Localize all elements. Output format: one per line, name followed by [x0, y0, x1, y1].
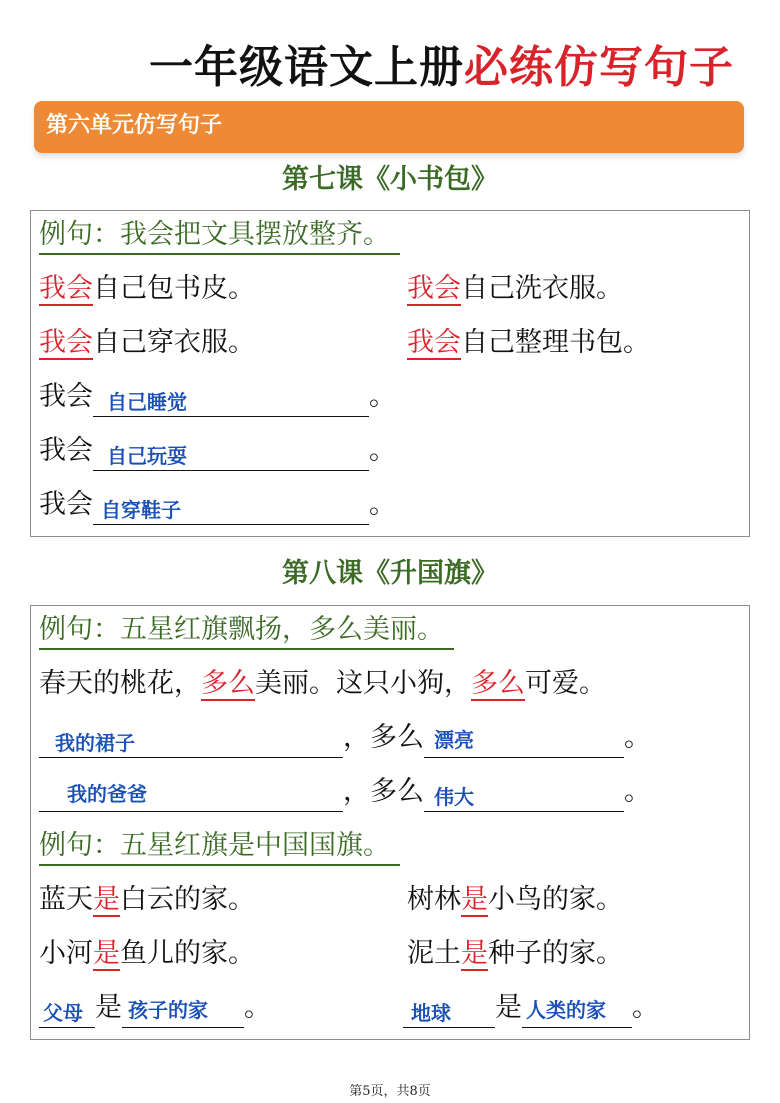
lesson8-fill-row [39, 772, 651, 812]
lesson7-row [39, 323, 255, 363]
sentence-part: 树林 [407, 884, 461, 915]
title-black-part: 一年级语文上册 [149, 42, 464, 93]
lesson7-row [407, 269, 623, 309]
red-marker: 多么 [471, 668, 525, 699]
lesson7-fill-row [39, 377, 396, 417]
red-marker: 我会 [39, 273, 93, 304]
answer-blank[interactable] [403, 993, 495, 1028]
sentence-part: 种子的家。 [488, 938, 623, 969]
red-marker: 我会 [407, 327, 461, 358]
sentence-part: ，多么 [343, 722, 424, 753]
sentence-part: 泥土 [407, 938, 461, 969]
lesson7-row [407, 323, 650, 363]
answer-text: 漂亮 [434, 728, 474, 752]
lesson8-row [39, 880, 255, 920]
unit-title: 第六单元仿写句子 [46, 113, 223, 138]
answer-text: 地球 [411, 1001, 451, 1025]
answer-blank[interactable] [424, 777, 624, 812]
answer-text: 我的裙子 [55, 731, 135, 755]
lesson8-sentence [39, 664, 606, 704]
lesson8-example-2: 例句：五星红旗是中国国旗。 [39, 828, 400, 866]
answer-blank[interactable] [122, 993, 244, 1028]
sentence-part: 白云的家。 [120, 884, 255, 915]
row-text: 自己整理书包。 [461, 327, 650, 358]
lesson7-fill-row [39, 485, 396, 525]
answer-blank[interactable] [424, 723, 624, 758]
period: 。 [244, 992, 271, 1023]
period: 。 [369, 489, 396, 520]
answer-text: 伟大 [434, 785, 474, 809]
red-marker: 多么 [201, 668, 255, 699]
lesson8-row [407, 880, 623, 920]
lesson8-fill-row [39, 988, 271, 1028]
answer-blank[interactable] [93, 382, 369, 417]
fill-prefix: 我会 [39, 381, 93, 412]
lesson8-title: 第八课《升国旗》 [282, 558, 498, 589]
red-marker: 我会 [39, 327, 93, 358]
answer-text: 父母 [43, 1001, 83, 1025]
period: 。 [369, 435, 396, 466]
answer-text: 自己睡觉 [107, 390, 187, 414]
sentence-part: 春天的桃花， [39, 668, 201, 699]
sentence-part: 是 [495, 992, 522, 1023]
answer-blank[interactable] [39, 723, 343, 758]
lesson7-fill-row [39, 431, 396, 471]
lesson8-example-1: 例句：五星红旗飘扬，多么美丽。 [39, 612, 454, 650]
answer-text: 自己玩耍 [107, 444, 187, 468]
sentence-part: 小鸟的家。 [488, 884, 623, 915]
lesson8-fill-row [403, 988, 659, 1028]
answer-blank[interactable] [93, 436, 369, 471]
red-marker: 我会 [407, 273, 461, 304]
period: 。 [632, 992, 659, 1023]
page-number: 第5页，共8页 [349, 1084, 431, 1099]
lesson8-box [30, 605, 750, 1040]
answer-text: 自穿鞋子 [101, 498, 181, 522]
period: 。 [369, 381, 396, 412]
lesson7-box [30, 210, 750, 537]
sentence-part: 小河 [39, 938, 93, 969]
lesson8-row [39, 934, 255, 974]
sentence-part: 可爱。 [525, 668, 606, 699]
sentence-part: 是 [95, 992, 122, 1023]
page-title [149, 40, 734, 96]
row-text: 自己穿衣服。 [93, 327, 255, 358]
answer-text: 孩子的家 [128, 998, 208, 1022]
lesson7-example: 例句：我会把文具摆放整齐。 [39, 217, 400, 255]
lesson7-title: 第七课《小书包》 [282, 164, 498, 195]
row-text: 自己包书皮。 [93, 273, 255, 304]
red-marker: 是 [461, 938, 488, 969]
title-red-part: 必练仿写句子 [464, 42, 734, 93]
sentence-part: 美丽。这只小狗， [255, 668, 471, 699]
red-marker: 是 [461, 884, 488, 915]
sentence-part: 鱼儿的家。 [120, 938, 255, 969]
lesson7-row [39, 269, 255, 309]
answer-text: 人类的家 [526, 998, 606, 1022]
lesson8-row [407, 934, 623, 974]
answer-blank[interactable] [93, 490, 369, 525]
answer-text: 我的爸爸 [67, 782, 147, 806]
answer-blank[interactable] [39, 777, 343, 812]
row-text: 自己洗衣服。 [461, 273, 623, 304]
red-marker: 是 [93, 938, 120, 969]
fill-prefix: 我会 [39, 489, 93, 520]
answer-blank[interactable] [39, 993, 95, 1028]
period: 。 [624, 776, 651, 807]
sentence-part: 蓝天 [39, 884, 93, 915]
sentence-part: ，多么 [343, 776, 424, 807]
answer-blank[interactable] [522, 993, 632, 1028]
red-marker: 是 [93, 884, 120, 915]
period: 。 [624, 722, 651, 753]
unit-banner [34, 101, 744, 153]
fill-prefix: 我会 [39, 435, 93, 466]
lesson8-fill-row [39, 718, 651, 758]
